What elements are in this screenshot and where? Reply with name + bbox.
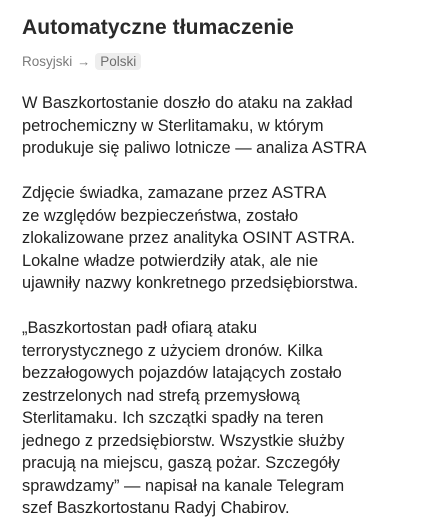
paragraph-photo: Zdjęcie świadka, zamazane przez ASTRA ze względów bezpieczeństwa, zostało zlokalizowane przez analityka OSINT ASTRA. Lokalne władze potwierdziły atak, ale nie ujawniły nazwy konkretnego przedsiębiorstwa.	[22, 184, 359, 292]
translated-text	[22, 92, 402, 520]
page-title: Automatyczne tłumaczenie	[22, 16, 294, 39]
language-selector[interactable]	[22, 51, 402, 71]
source-language[interactable]: Rosyjski	[22, 53, 73, 69]
paragraph-quote: „Baszkortostan padł ofiarą ataku terrorystycznego z użyciem dronów. Kilka bezzałogowych pojazdów latających zostało zestrzelonych nad strefą przemysłową Sterlitamaku. Ich szczątki spadły na teren jednego z przedsiębiorstw. Wszystkie służby pracują na miejscu, gaszą pożar. Szczegóły sprawdzamy” — napisał na kanale Telegram szef Baszkortostanu Radyj Chabirov.	[22, 319, 345, 517]
paragraph-headline: W Baszkortostanie doszło do ataku na zakład petrochemiczny w Sterlitamaku, w którym produkuje się paliwo lotnicze — analiza ASTRA	[22, 94, 367, 157]
arrow-right-icon: →	[77, 53, 91, 69]
target-language-badge[interactable]: Polski	[95, 53, 141, 70]
